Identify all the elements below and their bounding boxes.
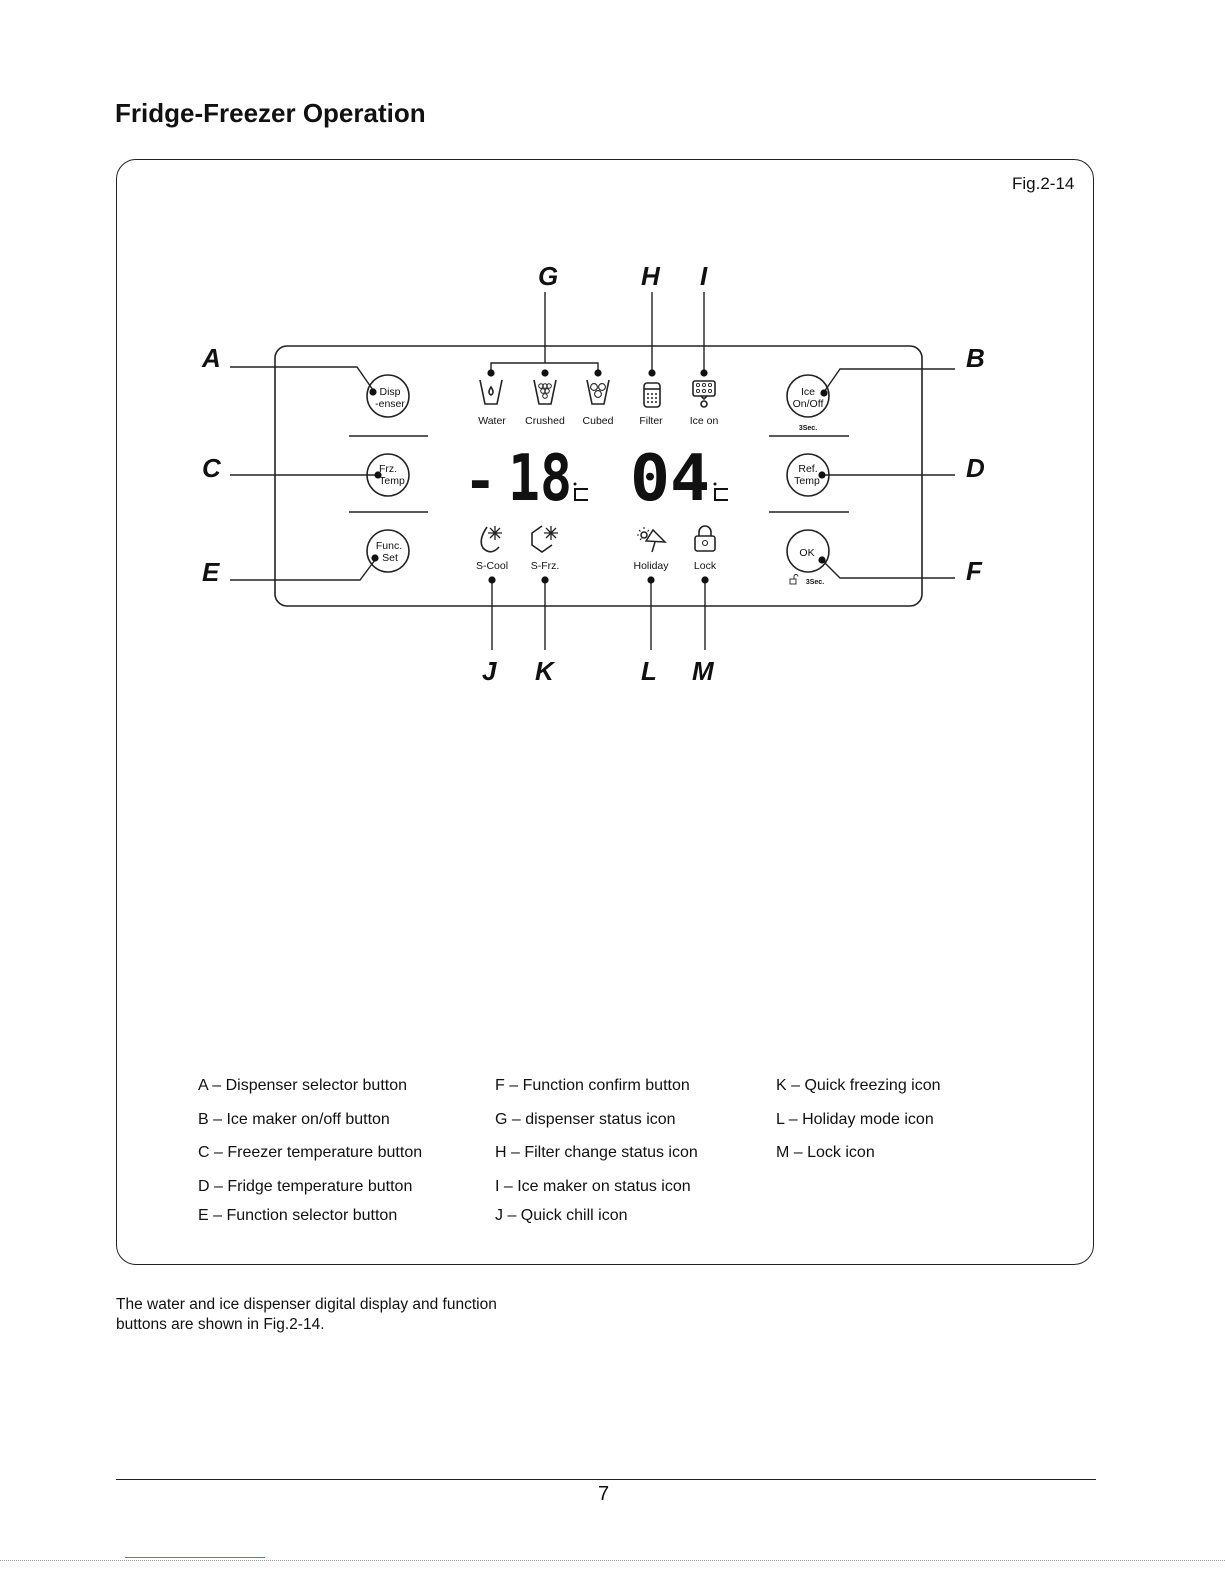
callout-M: M <box>692 656 714 686</box>
legend-item-G: G – dispenser status icon <box>495 1111 676 1128</box>
cubed-label: Cubed <box>582 415 614 427</box>
ice-onoff-button-label-1: Ice <box>800 386 816 398</box>
holiday-icon <box>637 527 665 552</box>
legend-item-A: A – Dispenser selector button <box>198 1077 408 1094</box>
water-label: Water <box>478 415 506 427</box>
dispenser-button-label-1: Disp <box>379 386 401 398</box>
legend-item-K: K – Quick freezing icon <box>776 1077 941 1094</box>
callout-E: E <box>202 557 220 587</box>
ok-button-label: OK <box>799 547 815 559</box>
leader-A <box>230 367 373 390</box>
leader-B <box>824 369 955 392</box>
legend-item-J: J – Quick chill icon <box>495 1207 628 1224</box>
legend-item-D: D – Fridge temperature button <box>198 1178 413 1195</box>
ice-on-label: Ice on <box>689 415 719 427</box>
legend-item-L: L – Holiday mode icon <box>776 1111 934 1128</box>
freezer-temp-button-label-1: Frz. <box>378 463 398 475</box>
legend-item-E: E – Function selector button <box>198 1207 398 1224</box>
lock-label: Lock <box>693 560 717 572</box>
ice-onoff-hold-label: 3Sec. <box>798 425 818 432</box>
callout-A: A <box>202 343 221 373</box>
cubed-ice-icon <box>587 380 609 404</box>
page-title: Fridge-Freezer Operation <box>115 98 426 128</box>
s-cool-label: S-Cool <box>475 560 509 572</box>
callout-K: K <box>535 656 554 686</box>
freezer-celsius-indicator <box>574 483 589 501</box>
filter-icon <box>644 383 660 407</box>
legend-item-F: F – Function confirm button <box>495 1077 690 1094</box>
figure-caption: The water and ice dispenser digital display and function buttons are shown in Fig.2-14. <box>116 1296 497 1333</box>
ice-onoff-button-label-2: On/Off <box>792 398 824 410</box>
lock-small-icon <box>790 575 798 585</box>
callout-J: J <box>482 656 497 686</box>
leader-E <box>230 560 375 580</box>
lock-icon <box>695 526 715 551</box>
callout-B: B <box>966 343 985 373</box>
footer-rule <box>116 1479 1096 1480</box>
legend-item-C: C – Freezer temperature button <box>198 1144 423 1161</box>
leader-F <box>822 560 955 578</box>
page-edge-blue-line <box>125 1557 265 1558</box>
ice-on-icon <box>693 381 715 407</box>
ok-hold-label: 3Sec. <box>805 579 825 586</box>
dispenser-button-label-2: -enser <box>375 398 405 410</box>
legend-item-I: I – Ice maker on status icon <box>495 1178 691 1195</box>
legend-item-B: B – Ice maker on/off button <box>198 1111 390 1128</box>
legend-item-H: H – Filter change status icon <box>495 1144 698 1161</box>
callout-G: G <box>538 261 559 291</box>
freezer-temp-button-label-2: Temp <box>379 475 405 487</box>
figure-label: Fig.2-14 <box>1012 174 1075 193</box>
callout-C: C <box>202 453 221 483</box>
callout-D: D <box>966 453 985 483</box>
crushed-ice-icon <box>534 380 556 404</box>
water-icon <box>480 380 502 404</box>
fridge-temp-button-label-1: Ref. <box>798 463 818 475</box>
function-set-button-label-1: Func. <box>375 540 403 552</box>
crushed-label: Crushed <box>525 415 565 427</box>
fridge-temp-button-label-2: Temp <box>794 475 820 487</box>
quick-chill-icon <box>481 526 502 552</box>
s-frz-label: S-Frz. <box>530 560 560 572</box>
callout-H: H <box>641 261 660 291</box>
freezer-temperature: 18 <box>508 442 572 516</box>
filter-label: Filter <box>639 415 663 427</box>
freezer-minus-sign: - <box>464 450 497 513</box>
legend-item-M: M – Lock icon <box>776 1144 875 1161</box>
callout-F: F <box>966 556 982 586</box>
page-edge-dotted-line <box>0 1560 1225 1561</box>
quick-freeze-icon <box>532 526 558 552</box>
function-set-button-label-2: Set <box>382 552 398 564</box>
fridge-celsius-indicator <box>714 483 729 501</box>
fridge-temperature: 04 <box>630 442 710 516</box>
callout-L: L <box>641 656 657 686</box>
page-number: 7 <box>598 1483 610 1505</box>
control-panel-diagram <box>0 0 1225 760</box>
callout-I: I <box>700 261 708 291</box>
holiday-label: Holiday <box>633 560 669 572</box>
